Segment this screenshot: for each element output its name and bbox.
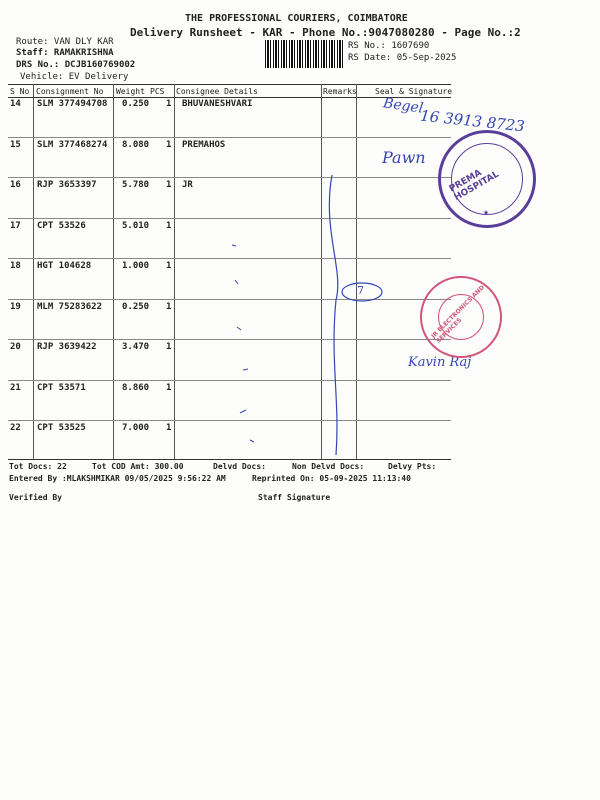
cell-sno: 17 bbox=[10, 220, 21, 231]
header-consignee: Consignee Details bbox=[176, 87, 258, 96]
delivery-points: Delvy Pts: bbox=[388, 462, 437, 471]
cell-pcs: 1 bbox=[166, 220, 172, 231]
non-delivered-docs: Non Delvd Docs: bbox=[292, 462, 365, 471]
handwritten-name: Kavin Raj bbox=[408, 355, 472, 370]
staff-signature: Staff Signature bbox=[258, 493, 331, 502]
cell-pcs: 1 bbox=[166, 342, 172, 352]
drs-number: DRS No.: DCJB160769002 bbox=[16, 60, 136, 70]
cell-consignment: CPT 53526 bbox=[37, 220, 86, 231]
cell-consignment: MLM 75283622 bbox=[37, 301, 103, 312]
cell-sno: 21 bbox=[10, 382, 21, 393]
cell-weight: 7.000 bbox=[122, 423, 150, 433]
cell-sno: 14 bbox=[10, 99, 21, 109]
cell-consignment: HGT 104628 bbox=[37, 261, 92, 271]
total-cod: Tot COD Amt: 300.00 bbox=[92, 462, 184, 471]
rs-number: RS No.: 1607690 bbox=[348, 41, 430, 51]
header-consignment: Consignment No bbox=[36, 87, 104, 96]
header-seal-signature: Seal & Signature bbox=[375, 87, 453, 96]
jr-stamp-text: JR ELECTRONICS AND SERVICES bbox=[430, 283, 487, 345]
signature-row15: Pawn bbox=[382, 148, 426, 167]
runsheet-subtitle: Delivery Runsheet - KAR - Phone No.:9047080280 - Page No.:2 bbox=[130, 26, 521, 39]
rs-date: RS Date: 05-Sep-2025 bbox=[348, 53, 457, 63]
cell-pcs: 1 bbox=[166, 301, 172, 312]
cell-weight: 8.080 bbox=[122, 139, 150, 150]
cell-pcs: 1 bbox=[166, 99, 172, 109]
staff-label: Staff: RAMAKRISHNA bbox=[16, 48, 114, 58]
header-remarks: Remarks bbox=[323, 87, 357, 96]
route-label: Route: VAN DLY KAR bbox=[16, 37, 114, 47]
delivered-docs: Delvd Docs: bbox=[213, 462, 266, 471]
vehicle-label: Vehicle: EV Delivery bbox=[20, 72, 129, 82]
cell-pcs: 1 bbox=[166, 139, 172, 150]
header-weight: Weight bbox=[116, 87, 145, 96]
cell-sno: 15 bbox=[10, 139, 21, 150]
header-sno: S No bbox=[10, 87, 30, 96]
cell-pcs: 1 bbox=[166, 261, 172, 271]
cell-weight: 0.250 bbox=[122, 301, 150, 312]
circled-mark: 7 bbox=[357, 284, 364, 297]
prema-stamp-text: PREMA HOSPITAL bbox=[447, 168, 501, 204]
signature-row14: Begel bbox=[382, 95, 425, 117]
cell-weight: 3.470 bbox=[122, 342, 150, 352]
cell-sno: 19 bbox=[10, 301, 21, 312]
cell-consignee: BHUVANESHVARI bbox=[182, 99, 253, 109]
cell-sno: 22 bbox=[10, 423, 21, 433]
cell-weight: 8.860 bbox=[122, 382, 150, 393]
entered-by: Entered By :MLAKSHMIKAR 09/05/2025 9:56:22 AM bbox=[9, 474, 226, 483]
cell-consignee: PREMAHOS bbox=[182, 139, 226, 150]
cell-consignment: CPT 53571 bbox=[37, 382, 86, 393]
cell-pcs: 1 bbox=[166, 423, 172, 433]
verified-by: Verified By bbox=[9, 493, 62, 502]
total-docs: Tot Docs: 22 bbox=[9, 462, 67, 471]
cell-pcs: 1 bbox=[166, 180, 172, 190]
reprinted-on: Reprinted On: 05-09-2025 11:13:40 bbox=[252, 474, 411, 483]
cell-weight: 5.780 bbox=[122, 180, 150, 190]
company-title: THE PROFESSIONAL COURIERS, COIMBATORE bbox=[185, 13, 408, 24]
star-icon: ★ bbox=[483, 207, 490, 218]
header-pcs: PCS bbox=[150, 87, 165, 96]
cell-sno: 20 bbox=[10, 342, 21, 352]
cell-consignee: JR bbox=[182, 180, 193, 190]
cell-sno: 16 bbox=[10, 180, 21, 190]
cell-consignment: RJP 3639422 bbox=[37, 342, 97, 352]
cell-pcs: 1 bbox=[166, 382, 172, 393]
cell-weight: 5.010 bbox=[122, 220, 150, 231]
cell-consignment: CPT 53525 bbox=[37, 423, 86, 433]
cell-weight: 1.000 bbox=[122, 261, 150, 271]
cell-consignment: SLM 377494708 bbox=[37, 99, 108, 109]
cell-sno: 18 bbox=[10, 261, 21, 271]
cell-consignment: SLM 377468274 bbox=[37, 139, 108, 150]
cell-consignment: RJP 3653397 bbox=[37, 180, 97, 190]
cell-weight: 0.250 bbox=[122, 99, 150, 109]
handwritten-phone: 16 3913 8723 bbox=[419, 106, 526, 136]
